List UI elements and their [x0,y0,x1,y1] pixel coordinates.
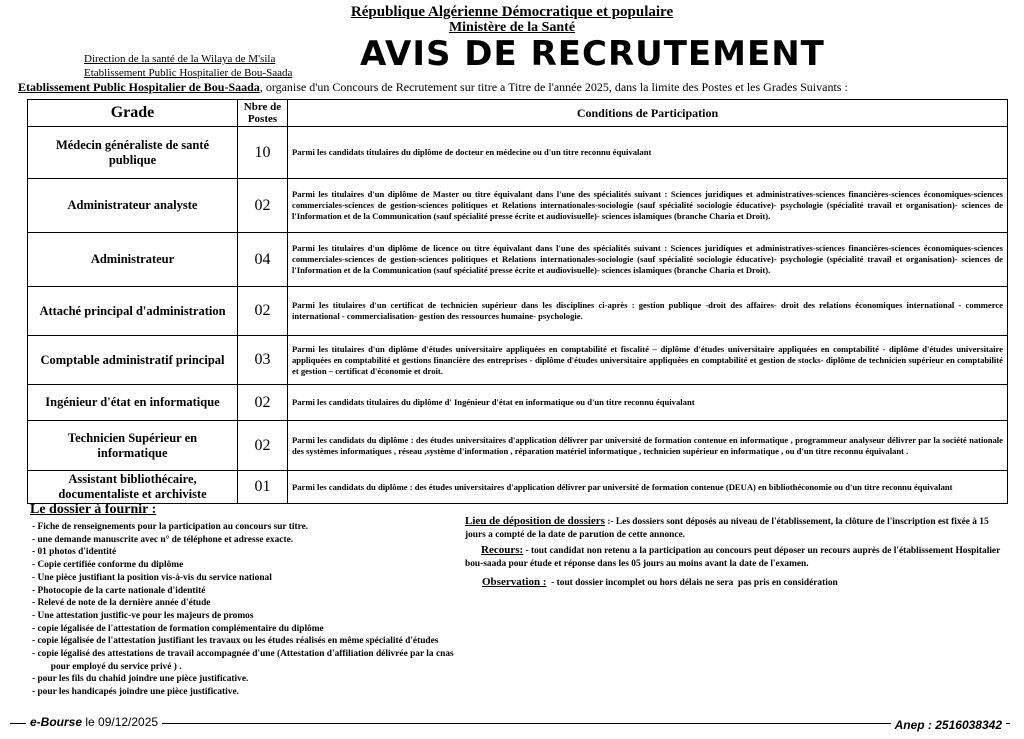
list-item: pour employé du service privé ) . [32,661,182,672]
table-row [28,179,1008,233]
recruitment-table [27,99,1008,504]
postes-cell: 01 [238,471,288,504]
header-direction-block [84,52,292,80]
dossier-title: Le dossier à fournir : [30,502,157,517]
list-item: - une demande manuscrite avec n° de téléphone et adresse exacte. [32,534,294,545]
postes-cell: 02 [238,421,288,471]
conditions-cell: Parmi les titulaires d'un diplôme de licence ou titre équivalant dans l'une des spécialités suivant : Sciences juridiques et administratives-sciences financières-sciences économiques-sciences commerciales-sciences de gestion-sciences politiques et Relations internationales-sociologie (sauf spécialité sociologie éducative)- psychologie (spécialité travail et organisation)- sciences de l'Information et de la Communication (sauf spécialité presse écrite et audiovisuelle)- sciences islamiques (branche Charia et Droit). [288,233,1008,287]
postes-cell: 10 [238,127,288,179]
header-ministere: Ministère de la Santé [448,20,576,35]
list-item: - copie légalisé des attestations de travail accompagnée d'une (Attestation d'affiliation délivrée par la cnas [32,649,454,660]
grade-cell: Comptable administratif principal [28,336,238,385]
footer-ebourse [26,715,162,729]
table-row [28,385,1008,421]
postes-cell: 02 [238,179,288,233]
list-item: - Fiche de renseignements pour la participation au concours sur titre. [32,522,309,532]
conditions-cell: Parmi les candidats titulaires du diplôme de docteur en médecine ou d'un titre reconnu équivalant [288,127,1008,179]
header-republique: République Algérienne Démocratique et populaire [350,4,674,20]
table-row [28,287,1008,336]
conditions-cell: Parmi les titulaires d'un diplôme de Master ou titre équivalant dans l'une des spécialités suivant : Sciences juridiques et administratives-sciences financières-sciences économiques-sciences commerciales-sciences de gestion-sciences politiques et Relations internationales-sociologie (sauf spécialité sociologie éducative)- psychologie (spécialité travail et organisation)- sciences de l'Information et de la Communication (sauf spécialité presse écrite et audiovisuelle)- sciences islamiques (branche Charia et Droit). [288,179,1008,233]
list-item: - Copie certifiée conforme du diplôme [32,560,184,571]
list-item: - Relevé de note de la dernière année d'étude [32,598,211,609]
conditions-cell: Parmi les titulaires d'un certificat de technicien supérieur dans les disciplines ci-après : gestion publique -droit des affaires- droit des relations économiques international - commerce international - commercialisation- gestion des ressources humaine- psychologie. [288,287,1008,336]
list-item: - Une attestation justific-ve pour les majeurs de promos [32,610,254,621]
table-row [28,471,1008,504]
conditions-cell: Parmi les candidats titulaires du diplôme d' Ingénieur d'état en informatique ou d'un titre reconnu équivalant [288,385,1008,421]
list-item: - pour les handicapés joindre une pièce justificative. [32,687,239,698]
list-item: - pour les fils du chahid joindre une pièce justificative. [32,674,249,685]
observation [482,576,1012,588]
header-etablissement: Etablissement Public Hospitalier de Bou-Saada [84,67,293,79]
grade-cell: Administrateur analyste [28,179,238,233]
conditions-cell: Parmi les titulaires d'un diplôme d'études universitaire appliquées en comptabilité et fiscalité – diplôme d'études universitaire appliquées en comptabilité - diplôme d'études universitaire appliquées en comptabilité et gestions financière des entreprises - diplôme d'études universitaire appliquées en comptabilité et gestion de stocks- diplôme de technicien supérieur en comptabilité et gestion – certificat d'économie et droit. [288,336,1008,385]
observation-label: Observation : [482,576,547,588]
grade-cell: Attaché principal d'administration [28,287,238,336]
column-header-grade: Grade [28,100,238,127]
observation-text: - tout dossier incomplet ou hors délais ne sera pas pris en considération [546,578,838,588]
postes-cell: 02 [238,385,288,421]
grade-cell: Administrateur [28,233,238,287]
column-header-nbre: Nbre de Postes [238,100,288,127]
lieu-depot [465,515,1010,542]
list-item: - copie légalisée de l'attestation de formation complémentaire du diplôme [32,623,324,634]
table-row [28,336,1008,385]
intro-etablissement: Etablissement Public Hospitalier de Bou-Saada [18,80,260,94]
recours-text: - tout candidat non retenu a la participation au concours peut déposer un recours auprès de l'établissement Hospitalier bou-saada pour étude et réponse dans les 05 jours au moins avant la date de l'examen. [465,546,1001,569]
grade-cell: Assistant bibliothécaire, documentaliste et archiviste [28,471,238,504]
list-item: - copie légalisée de l'attestation justifiant les travaux ou les études réalisés en même spécialité d'études [32,636,439,647]
postes-cell: 04 [238,233,288,287]
lieu-text: :- Les dossiers sont déposés au niveau de l'établissement, la clôture de l'inscription est fixée à 15 jours a compté de la date de parution de cette annonce. [465,517,989,540]
table-row [28,421,1008,471]
list-item: - Une pièce justifiant la position vis-à-vis du service national [32,572,272,583]
dossier-list [32,521,454,699]
recours [465,544,1010,571]
footer-date: le 09/12/2025 [82,715,159,729]
intro-text [18,80,848,95]
list-item: - Photocopie de la carte nationale d'identité [32,585,206,596]
conditions-cell: Parmi les candidats du diplôme : des études universitaires d'application délivrer par université de formation contenue (DEUA) en bibliothéconomie ou d'un titre reconnu équivalant [288,471,1008,504]
grade-cell: Ingénieur d'état en informatique [28,385,238,421]
table-row [28,233,1008,287]
conditions-cell: Parmi les candidats du diplôme : des études universitaires d'application délivrer par université de formation contenue en informatique , programmeur analyseur délivrer par la société nationale des systèmes informatiques , réseau ,système d'information , réparation matériel informatique , technicien supérieur en informatique , ou d'un titre reconnu équivalant . [288,421,1008,471]
header-direction: Direction de la santé de la Wilaya de M'sila [84,53,276,65]
intro-rest: , organise d'un Concours de Recrutement sur titre a Titre de l'année 2025, dans la limite des Postes et les Grades Suivants : [259,80,848,94]
table-row [28,127,1008,179]
lieu-label: Lieu de déposition de dossiers [465,515,605,527]
page-title: AVIS DE RECRUTEMENT [360,34,825,74]
grade-cell: Technicien Supérieur en informatique [28,421,238,471]
table-header-row [28,100,1008,127]
list-item: - 01 photos d'identité [32,547,117,558]
column-header-conditions: Conditions de Participation [288,100,1008,127]
footer-anep: Anep : 2516038342 [891,718,1006,732]
grade-cell: Médecin généraliste de santé publique [28,127,238,179]
recours-label: Recours: [481,544,524,556]
ebourse-label: e-Bourse [30,715,83,729]
postes-cell: 02 [238,287,288,336]
postes-cell: 03 [238,336,288,385]
